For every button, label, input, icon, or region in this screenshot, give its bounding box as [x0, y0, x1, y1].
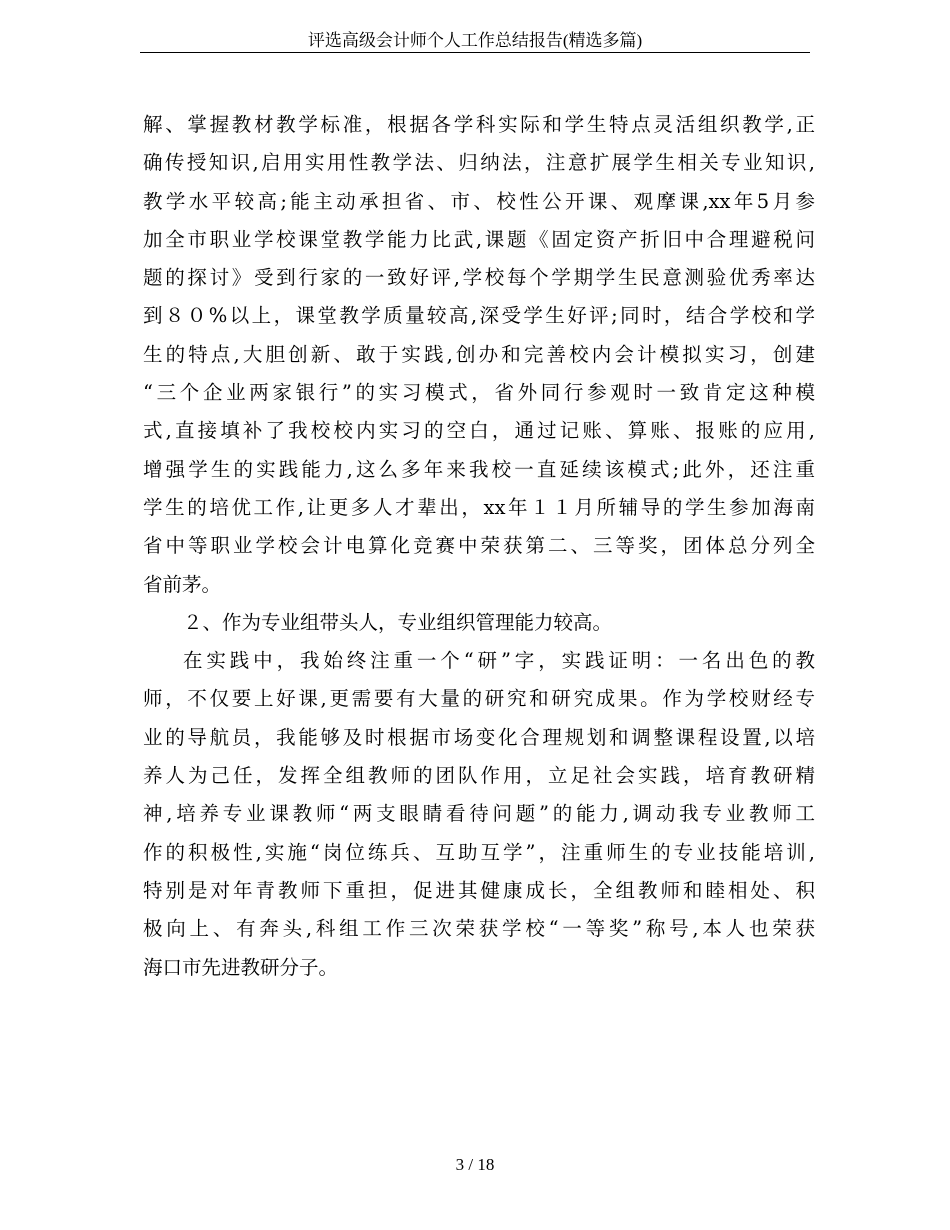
text-line: 特别是对年青教师下重担，促进其健康成长，全组教师和睦相处、积 [143, 878, 815, 902]
text-line: 神,培养专业课教师“两支眼睛看待问题”的能力,调动我专业教师工 [143, 802, 815, 826]
document-title: 评选高级会计师个人工作总结报告(精选多篇) [307, 31, 643, 50]
text-line: 业的导航员，我能够及时根据市场变化合理规划和调整课程设置,以培 [143, 725, 815, 749]
body-text [143, 106, 815, 987]
text-line: 式,直接填补了我校校内实习的空白，通过记账、算账、报账的应用, [143, 419, 815, 443]
paragraph-first-line: 在实践中，我始终注重一个“研”字，实践证明：一名出色的教 [183, 649, 815, 673]
text-line: 养人为己任，发挥全组教师的团队作用，立足社会实践，培育教研精 [143, 764, 815, 788]
text-line: 师，不仅要上好课,更需要有大量的研究和研究成果。作为学校财经专 [143, 687, 815, 711]
text-line: 学生的培优工作,让更多人才辈出，xx年１１月所辅导的学生参加海南 [143, 495, 815, 519]
page-header [140, 30, 810, 53]
text-line: 题的探讨》受到行家的一致好评,学校每个学期学生民意测验优秀率达 [143, 266, 815, 290]
paragraph-end-line: 海口市先进教研分子。 [143, 955, 339, 979]
text-line: 省中等职业学校会计电算化竞赛中荣获第二、三等奖，团体总分列全 [143, 534, 815, 558]
text-line: 作的积极性,实施“岗位练兵、互助互学”，注重师生的专业技能培训, [143, 840, 815, 864]
text-line: 生的特点,大胆创新、敢于实践,创办和完善校内会计模拟实习，创建 [143, 342, 815, 366]
paragraph-end-line: 省前茅。 [143, 572, 222, 596]
text-line: 教学水平较高;能主动承担省、市、校性公开课、观摩课,xx年5月参 [143, 189, 815, 213]
text-line: 到８０%以上，课堂教学质量较高,深受学生好评;同时，结合学校和学 [143, 304, 815, 328]
text-line: 增强学生的实践能力,这么多年来我校一直延续该模式;此外，还注重 [143, 457, 815, 481]
text-line: 解、掌握教材教学标准，根据各学科实际和学生特点灵活组织教学,正 [143, 113, 815, 136]
text-line: “三个企业两家银行”的实习模式，省外同行参观时一致肯定这种模 [143, 381, 815, 405]
section-heading: ２、作为专业组带头人，专业组织管理能力较高。 [183, 610, 613, 634]
page-number: 3 / 18 [455, 1155, 495, 1174]
page-footer [0, 1154, 950, 1176]
text-line: 加全市职业学校课堂教学能力比武,课题《固定资产折旧中合理避税问 [143, 227, 815, 251]
text-line: 确传授知识,启用实用性教学法、归纳法，注意扩展学生相关专业知识, [143, 151, 815, 175]
text-line: 极向上、有奔头,科组工作三次荣获学校“一等奖”称号,本人也荣获 [143, 917, 815, 941]
